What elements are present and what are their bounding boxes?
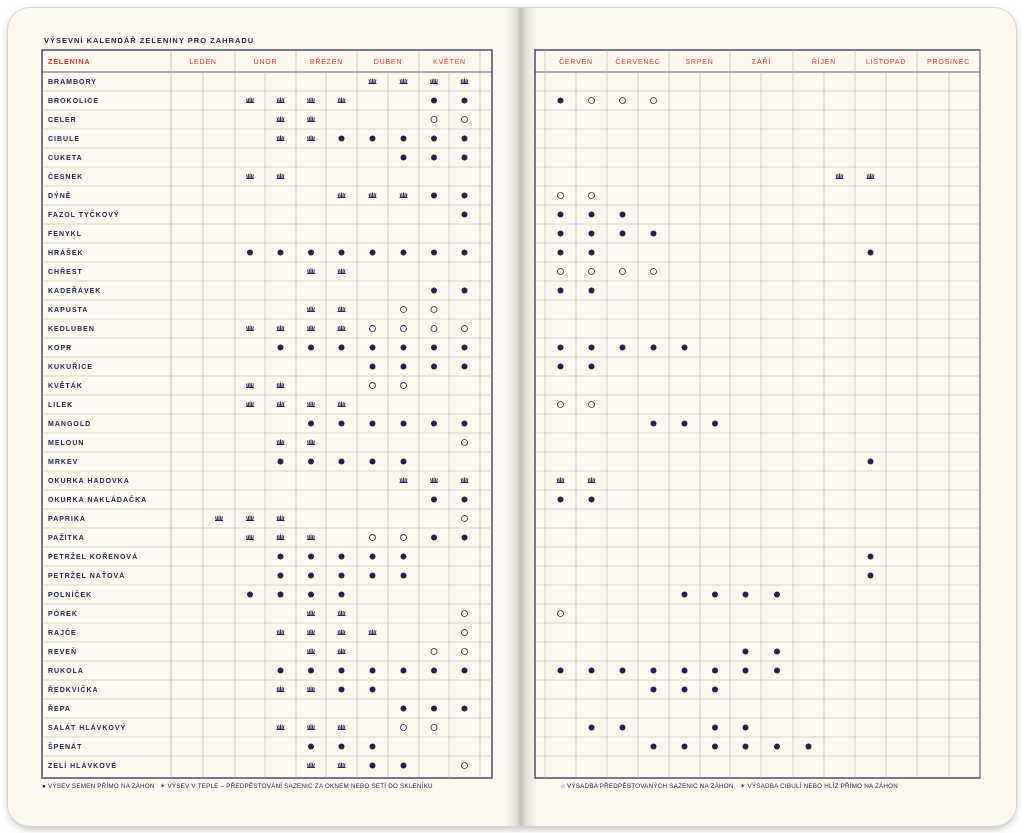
direct-sowing-dot [278,250,284,256]
transplant-circle [431,649,437,655]
warm-sowing-mark [588,478,596,483]
hollow-dot-icon: ○ [561,783,566,790]
direct-sowing-dot [431,668,437,674]
vegetable-name: POLNÍČEK [48,592,93,600]
direct-sowing-dot [308,573,314,579]
legend-warm-label: VÝSEV V TEPLE – PŘEDPĚSTOVÁNÍ SAZENIC ZA OKNEM NEBO SETÍ DO SKLENÍKU [167,783,433,790]
direct-sowing-dot [620,345,626,351]
direct-sowing-dot [308,592,314,598]
bulb-planting-mark [430,79,438,84]
transplant-circle [558,402,564,408]
direct-sowing-dot [651,668,657,674]
direct-sowing-dot [278,459,284,465]
transplant-circle [401,326,407,332]
direct-sowing-dot [462,364,468,370]
direct-sowing-dot [370,250,376,256]
warm-sowing-mark [277,440,285,445]
transplant-circle [462,117,468,123]
warm-sowing-mark [246,402,254,407]
warm-sowing-mark [307,98,315,103]
vegetable-name: ŠPENÁT [48,744,83,752]
direct-sowing-dot [431,288,437,294]
direct-sowing-dot [462,136,468,142]
warm-sowing-mark [369,193,377,198]
direct-sowing-dot [370,744,376,750]
direct-sowing-dot [308,421,314,427]
direct-sowing-dot [431,535,437,541]
direct-sowing-dot [589,288,595,294]
direct-sowing-dot [558,212,564,218]
bulb-planting-mark [461,79,469,84]
warm-sowing-mark [307,535,315,540]
direct-sowing-dot [401,706,407,712]
warm-sowing-mark [338,725,346,730]
month-header-10: ŘÍJEN [811,59,837,66]
transplant-circle [462,649,468,655]
transplant-circle [401,725,407,731]
warm-sowing-mark [277,98,285,103]
direct-sowing-dot [462,98,468,104]
direct-sowing-dot [431,193,437,199]
legend-transplant [561,783,734,790]
direct-sowing-dot [339,554,345,560]
direct-sowing-dot [589,212,595,218]
vegetable-name: OKURKA HADOVKA [48,478,130,486]
warm-sowing-mark [338,611,346,616]
legend-direct-sowing [42,783,155,790]
direct-sowing-dot [558,668,564,674]
direct-sowing-dot [868,573,874,579]
direct-sowing-dot [712,592,718,598]
vegetable-name: RUKOLA [48,668,84,676]
direct-sowing-dot [370,573,376,579]
vegetable-name: ŘEDKVIČKA [48,687,99,695]
month-header-11: LISTOPAD [865,59,907,66]
direct-sowing-dot [589,250,595,256]
bulb-planting-mark [369,79,377,84]
transplant-circle [651,269,657,275]
direct-sowing-dot [370,421,376,427]
direct-sowing-dot [620,725,626,731]
vegetable-name: PETRŽEL NAŤOVÁ [48,573,126,581]
month-header-4: DUBEN [373,59,403,66]
transplant-circle [370,535,376,541]
direct-sowing-dot [278,554,284,560]
direct-sowing-dot [339,573,345,579]
transplant-circle [558,193,564,199]
vegetable-name: BROKOLICE [48,98,99,106]
vegetable-name: RAJČE [48,630,77,638]
direct-sowing-dot [401,554,407,560]
transplant-circle [620,269,626,275]
direct-sowing-dot [431,706,437,712]
warm-sowing-mark [307,402,315,407]
vegetable-name: MANGOLD [48,421,92,429]
transplant-circle [589,193,595,199]
direct-sowing-dot [401,668,407,674]
month-header-8: SRPEN [685,59,714,66]
direct-sowing-dot [620,668,626,674]
vegetable-name: KOPR [48,345,73,353]
vegetable-name: PETRŽEL KOŘENOVÁ [48,554,139,562]
direct-sowing-dot [401,573,407,579]
direct-sowing-dot [370,364,376,370]
direct-sowing-dot [339,687,345,693]
direct-sowing-dot [651,345,657,351]
direct-sowing-dot [558,345,564,351]
warm-sowing-mark [369,630,377,635]
vegetable-name: PAŽITKA [48,535,85,543]
direct-sowing-dot [868,459,874,465]
direct-sowing-dot [308,459,314,465]
warm-sowing-mark [307,649,315,654]
zelenina-header: ZELENINA [48,57,91,66]
legend-bulbs [740,783,898,790]
direct-sowing-dot [431,136,437,142]
warm-sowing-mark [338,630,346,635]
direct-sowing-dot [558,98,564,104]
direct-sowing-dot [431,155,437,161]
transplant-circle [431,326,437,332]
direct-sowing-dot [462,706,468,712]
direct-sowing-dot [278,592,284,598]
direct-sowing-dot [743,592,749,598]
vegetable-name: KVĚTÁK [48,383,83,391]
direct-sowing-dot [462,421,468,427]
direct-sowing-dot [743,668,749,674]
vegetable-name: LILEK [48,402,74,410]
transplant-circle [370,326,376,332]
bulb-icon: ✶ [740,783,746,790]
vegetable-name: MRKEV [48,459,79,467]
warm-sowing-mark [307,307,315,312]
direct-sowing-dot [247,250,253,256]
warm-sowing-mark [400,193,408,198]
direct-sowing-dot [589,231,595,237]
direct-sowing-dot [682,744,688,750]
warm-sowing-mark [338,326,346,331]
vegetable-name: KUKUŘICE [48,364,93,372]
transplant-circle [620,98,626,104]
vegetable-name: CIBULE [48,136,81,144]
direct-sowing-dot [431,250,437,256]
vegetable-name: KADEŘÁVEK [48,288,102,296]
vegetable-name: CHŘEST [48,269,83,277]
vegetable-name: SALÁT HLÁVKOVÝ [48,725,127,733]
transplant-circle [370,383,376,389]
bulb-planting-mark [836,174,844,179]
direct-sowing-dot [401,763,407,769]
direct-sowing-dot [558,288,564,294]
legend-warm-sowing [160,783,433,790]
vegetable-name: CUKETA [48,155,83,163]
direct-sowing-dot [589,345,595,351]
direct-sowing-dot [462,212,468,218]
direct-sowing-dot [743,744,749,750]
warm-sowing-mark [461,478,469,483]
transplant-circle [462,630,468,636]
direct-sowing-dot [712,687,718,693]
direct-sowing-dot [651,231,657,237]
warm-sowing-mark [338,307,346,312]
direct-sowing-dot [370,668,376,674]
direct-sowing-dot [401,250,407,256]
direct-sowing-dot [462,668,468,674]
warm-sowing-mark [307,611,315,616]
direct-sowing-dot [308,345,314,351]
warm-sowing-mark [215,516,223,521]
direct-sowing-dot [339,668,345,674]
filled-dot-icon: ● [42,783,47,790]
warm-sowing-mark [338,98,346,103]
transplant-circle [462,763,468,769]
direct-sowing-dot [682,668,688,674]
bulb-planting-mark [246,174,254,179]
transplant-circle [401,307,407,313]
direct-sowing-dot [589,668,595,674]
warm-sowing-mark [277,402,285,407]
warm-sowing-mark [307,117,315,122]
direct-sowing-dot [401,136,407,142]
legend-transplant-label: VÝSADBA PŘEDPĚSTOVANÝCH SAZENIC NA ZÁHON [566,783,734,790]
warm-sowing-mark [307,440,315,445]
warm-sowing-mark [277,535,285,540]
direct-sowing-dot [339,421,345,427]
direct-sowing-dot [462,497,468,503]
direct-sowing-dot [774,649,780,655]
legend-bulbs-label: VÝSADBA CIBULÍ NEBO HLÍZ PŘÍMO NA ZÁHON [747,783,898,790]
direct-sowing-dot [370,763,376,769]
direct-sowing-dot [370,136,376,142]
page-title: VÝSEVNÍ KALENDÁŘ ZELENINY PRO ZAHRADU [44,36,255,45]
month-header-3: BŘEZEN [309,59,344,66]
transplant-circle [401,383,407,389]
warm-sowing-mark [277,687,285,692]
direct-sowing-dot [682,421,688,427]
direct-sowing-dot [431,98,437,104]
direct-sowing-dot [339,250,345,256]
month-header-9: ZÁŘÍ [751,59,772,66]
vegetable-name: MELOUN [48,440,85,448]
warm-sowing-mark [338,193,346,198]
direct-sowing-dot [308,554,314,560]
direct-sowing-dot [774,592,780,598]
direct-sowing-dot [743,649,749,655]
warm-sowing-mark [277,117,285,122]
warm-sowing-mark [277,326,285,331]
vegetable-name: FENYKL [48,231,82,239]
warm-sowing-mark [246,326,254,331]
bulb-planting-mark [277,174,285,179]
direct-sowing-dot [401,345,407,351]
bulb-planting-mark [400,79,408,84]
direct-sowing-dot [806,744,812,750]
warm-sowing-mark [277,516,285,521]
warm-sowing-mark [307,763,315,768]
vegetable-name: HRÁŠEK [48,250,84,258]
warm-sowing-mark [246,516,254,521]
warm-sowing-mark [246,98,254,103]
month-header-2: ÚNOR [253,59,278,66]
direct-sowing-dot [462,345,468,351]
direct-sowing-dot [620,231,626,237]
direct-sowing-dot [431,497,437,503]
warm-sowing-mark [307,725,315,730]
direct-sowing-dot [401,421,407,427]
vegetable-name: FAZOL TYČKOVÝ [48,212,120,220]
direct-sowing-dot [712,421,718,427]
month-header-12: PROSINEC [927,59,970,66]
direct-sowing-dot [462,535,468,541]
vegetable-name: CELER [48,117,77,125]
month-header-7: ČERVENEC [615,59,661,66]
warm-sowing-mark [430,478,438,483]
transplant-circle [558,269,564,275]
sprout-icon: ✶ [160,783,166,790]
direct-sowing-dot [558,250,564,256]
vegetable-name: KAPUSTA [48,307,89,315]
warm-sowing-mark [557,478,565,483]
direct-sowing-dot [462,250,468,256]
warm-sowing-mark [400,478,408,483]
transplant-circle [462,611,468,617]
warm-sowing-mark [277,630,285,635]
transplant-circle [431,725,437,731]
direct-sowing-dot [401,459,407,465]
direct-sowing-dot [247,592,253,598]
warm-sowing-mark [338,402,346,407]
warm-sowing-mark [307,269,315,274]
direct-sowing-dot [620,212,626,218]
direct-sowing-dot [278,345,284,351]
transplant-circle [589,402,595,408]
direct-sowing-dot [308,250,314,256]
direct-sowing-dot [431,421,437,427]
month-header-6: ČERVEN [559,59,593,66]
direct-sowing-dot [712,744,718,750]
warm-sowing-mark [307,136,315,141]
direct-sowing-dot [370,459,376,465]
direct-sowing-dot [712,668,718,674]
transplant-circle [462,440,468,446]
direct-sowing-dot [774,744,780,750]
transplant-circle [651,98,657,104]
direct-sowing-dot [370,687,376,693]
direct-sowing-dot [339,744,345,750]
warm-sowing-mark [338,649,346,654]
direct-sowing-dot [868,554,874,560]
bulb-planting-mark [867,174,875,179]
vegetable-name: PAPRIKA [48,516,86,524]
direct-sowing-dot [339,459,345,465]
warm-sowing-mark [307,326,315,331]
vegetable-name: OKURKA NAKLÁDAČKA [48,497,148,505]
warm-sowing-mark [338,269,346,274]
direct-sowing-dot [774,668,780,674]
transplant-circle [462,326,468,332]
direct-sowing-dot [589,725,595,731]
direct-sowing-dot [308,668,314,674]
direct-sowing-dot [589,497,595,503]
warm-sowing-mark [277,136,285,141]
transplant-circle [431,307,437,313]
warm-sowing-mark [307,687,315,692]
direct-sowing-dot [370,554,376,560]
warm-sowing-mark [338,763,346,768]
month-header-1: LEDEN [189,59,217,66]
warm-sowing-mark [277,725,285,730]
direct-sowing-dot [278,573,284,579]
direct-sowing-dot [558,231,564,237]
direct-sowing-dot [339,592,345,598]
direct-sowing-dot [651,687,657,693]
transplant-circle [589,98,595,104]
direct-sowing-dot [589,364,595,370]
warm-sowing-mark [277,383,285,388]
direct-sowing-dot [682,592,688,598]
transplant-circle [589,269,595,275]
warm-sowing-mark [307,630,315,635]
warm-sowing-mark [246,383,254,388]
direct-sowing-dot [431,364,437,370]
direct-sowing-dot [401,364,407,370]
direct-sowing-dot [743,725,749,731]
transplant-circle [558,611,564,617]
transplant-circle [431,117,437,123]
vegetable-name: ZELÍ HLÁVKOVÉ [48,763,118,771]
direct-sowing-dot [462,155,468,161]
direct-sowing-dot [308,744,314,750]
vegetable-name: DÝNĚ [48,193,72,201]
transplant-circle [401,535,407,541]
direct-sowing-dot [651,421,657,427]
direct-sowing-dot [339,136,345,142]
direct-sowing-dot [651,744,657,750]
warm-sowing-mark [246,535,254,540]
legend-direct-label: VÝSEV SEMEN PŘÍMO NA ZÁHON [47,783,155,790]
direct-sowing-dot [339,345,345,351]
direct-sowing-dot [682,345,688,351]
vegetable-name: BRAMBORY [48,79,97,87]
direct-sowing-dot [370,345,376,351]
vegetable-name: KEDLUBEN [48,326,95,334]
direct-sowing-dot [278,668,284,674]
vegetable-name: ŘEPA [48,706,71,714]
vegetable-name: REVEŇ [48,649,78,657]
direct-sowing-dot [431,345,437,351]
transplant-circle [462,516,468,522]
direct-sowing-dot [462,288,468,294]
direct-sowing-dot [682,687,688,693]
direct-sowing-dot [868,250,874,256]
direct-sowing-dot [712,725,718,731]
direct-sowing-dot [401,155,407,161]
vegetable-name: PÓREK [48,611,78,619]
direct-sowing-dot [462,193,468,199]
direct-sowing-dot [558,364,564,370]
vegetable-name: ČESNEK [48,174,84,182]
direct-sowing-dot [558,497,564,503]
month-header-5: KVĚTEN [433,59,466,66]
